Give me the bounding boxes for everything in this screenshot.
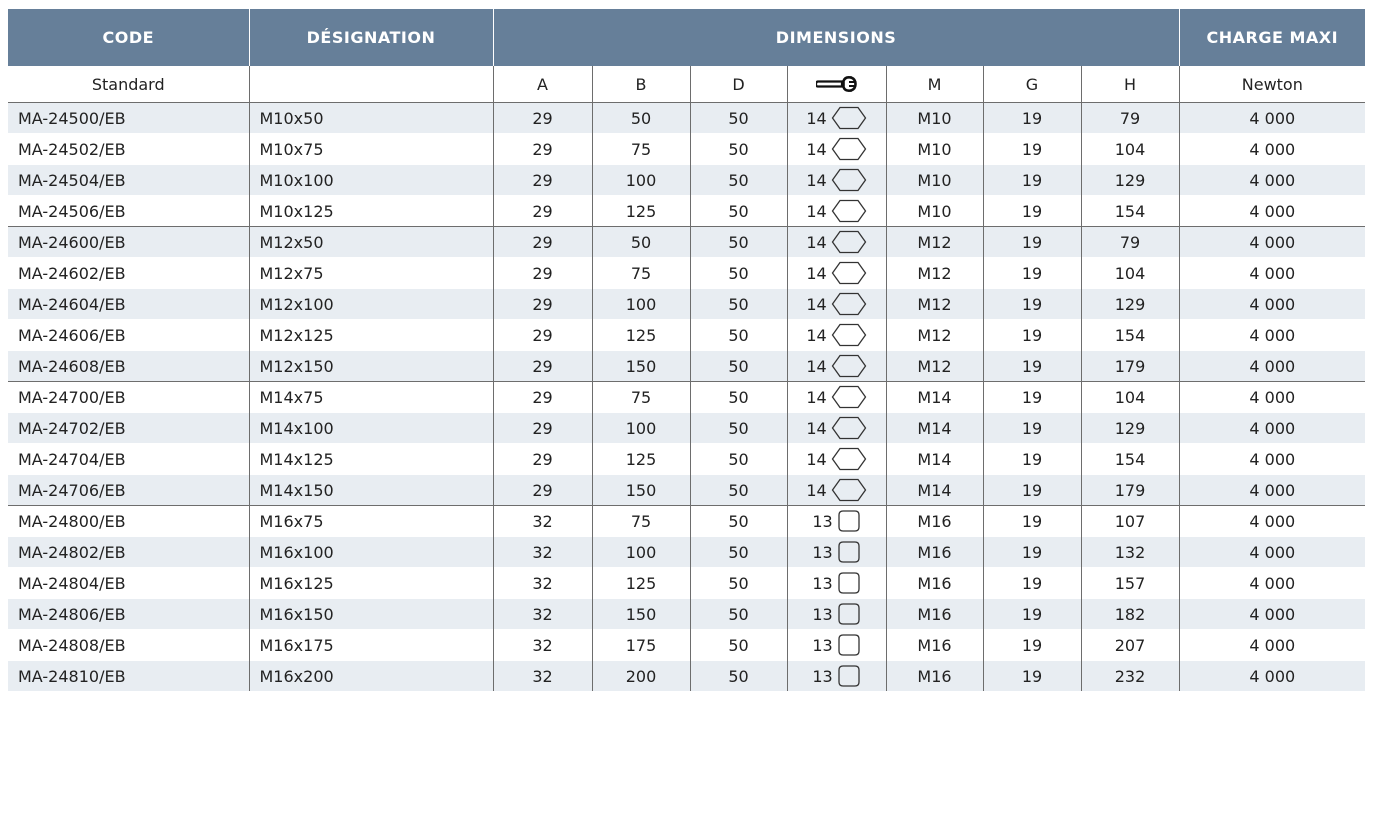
cell-g: 19 (983, 227, 1081, 258)
cell-designation: M10x100 (249, 165, 493, 196)
table-row (8, 103, 1365, 134)
cell-g: 19 (983, 506, 1081, 537)
cell-code: MA-24702/EB (8, 413, 249, 444)
cell-designation: M16x100 (249, 537, 493, 568)
key-size-value: 14 (806, 449, 827, 469)
cell-a: 29 (493, 289, 592, 320)
cell-h: 132 (1081, 537, 1179, 568)
cell-b: 150 (592, 599, 690, 630)
cell-b: 100 (592, 413, 690, 444)
key-size (812, 664, 860, 688)
cell-m: M14 (886, 382, 983, 413)
cell-key (787, 196, 886, 227)
key-size-value: 14 (806, 139, 827, 159)
table-body (8, 103, 1365, 692)
cell-b: 75 (592, 134, 690, 165)
cell-charge: 4 000 (1179, 165, 1365, 196)
cell-g: 19 (983, 568, 1081, 599)
subheader-h: H (1081, 66, 1179, 103)
cell-a: 29 (493, 196, 592, 227)
cell-designation: M12x125 (249, 320, 493, 351)
subheader-row (8, 66, 1365, 103)
cell-m: M12 (886, 289, 983, 320)
cell-code: MA-24602/EB (8, 258, 249, 289)
cell-key (787, 413, 886, 444)
key-size (806, 261, 866, 285)
cell-a: 32 (493, 537, 592, 568)
subheader-key (787, 66, 886, 103)
table-row (8, 320, 1365, 351)
cell-g: 19 (983, 382, 1081, 413)
cell-h: 104 (1081, 258, 1179, 289)
table-row (8, 537, 1365, 568)
table-row (8, 444, 1365, 475)
cell-m: M12 (886, 351, 983, 382)
cell-d: 50 (690, 351, 787, 382)
cell-g: 19 (983, 289, 1081, 320)
cell-designation: M14x125 (249, 444, 493, 475)
cell-charge: 4 000 (1179, 196, 1365, 227)
table-row (8, 134, 1365, 165)
key-size-value: 14 (806, 170, 827, 190)
cell-m: M10 (886, 134, 983, 165)
key-size-value: 13 (812, 635, 833, 655)
cell-h: 79 (1081, 227, 1179, 258)
cell-a: 29 (493, 444, 592, 475)
key-size-value: 13 (812, 511, 833, 531)
header-designation: DÉSIGNATION (249, 9, 493, 66)
cell-designation: M16x125 (249, 568, 493, 599)
cell-d: 50 (690, 444, 787, 475)
cell-a: 32 (493, 661, 592, 692)
key-size (812, 509, 860, 533)
cell-d: 50 (690, 413, 787, 444)
key-size (806, 199, 866, 223)
cell-h: 207 (1081, 630, 1179, 661)
subheader-a: A (493, 66, 592, 103)
hexagon-icon (831, 385, 867, 409)
rounded-square-icon (837, 602, 861, 626)
table-row (8, 165, 1365, 196)
cell-d: 50 (690, 506, 787, 537)
cell-key (787, 537, 886, 568)
table-row (8, 382, 1365, 413)
cell-designation: M16x175 (249, 630, 493, 661)
cell-designation: M14x75 (249, 382, 493, 413)
subheader-g: G (983, 66, 1081, 103)
cell-m: M12 (886, 320, 983, 351)
cell-g: 19 (983, 630, 1081, 661)
subheader-code: Standard (8, 66, 249, 103)
cell-m: M14 (886, 475, 983, 506)
cell-g: 19 (983, 134, 1081, 165)
hexagon-icon (831, 230, 867, 254)
cell-code: MA-24600/EB (8, 227, 249, 258)
cell-d: 50 (690, 320, 787, 351)
cell-designation: M16x200 (249, 661, 493, 692)
cell-d: 50 (690, 134, 787, 165)
cell-code: MA-24802/EB (8, 537, 249, 568)
cell-m: M16 (886, 537, 983, 568)
cell-designation: M10x50 (249, 103, 493, 134)
cell-b: 100 (592, 289, 690, 320)
cell-h: 232 (1081, 661, 1179, 692)
cell-key (787, 227, 886, 258)
cell-d: 50 (690, 165, 787, 196)
cell-designation: M10x125 (249, 196, 493, 227)
key-size (806, 137, 866, 161)
key-size (812, 540, 860, 564)
table-row (8, 196, 1365, 227)
cell-charge: 4 000 (1179, 382, 1365, 413)
hexagon-icon (831, 137, 867, 161)
cell-m: M16 (886, 599, 983, 630)
table-row (8, 413, 1365, 444)
cell-designation: M10x75 (249, 134, 493, 165)
header-row (8, 9, 1365, 66)
cell-m: M12 (886, 258, 983, 289)
cell-a: 32 (493, 630, 592, 661)
hexagon-icon (831, 354, 867, 378)
cell-b: 150 (592, 475, 690, 506)
cell-d: 50 (690, 196, 787, 227)
cell-designation: M12x50 (249, 227, 493, 258)
cell-g: 19 (983, 258, 1081, 289)
cell-m: M12 (886, 227, 983, 258)
header-charge: CHARGE MAXI (1179, 9, 1365, 66)
cell-g: 19 (983, 444, 1081, 475)
cell-a: 32 (493, 568, 592, 599)
table-row (8, 351, 1365, 382)
key-size (806, 168, 866, 192)
cell-code: MA-24810/EB (8, 661, 249, 692)
cell-code: MA-24808/EB (8, 630, 249, 661)
cell-g: 19 (983, 475, 1081, 506)
cell-m: M10 (886, 165, 983, 196)
cell-b: 100 (592, 537, 690, 568)
cell-code: MA-24700/EB (8, 382, 249, 413)
header-dimensions: DIMENSIONS (493, 9, 1179, 66)
cell-charge: 4 000 (1179, 537, 1365, 568)
cell-m: M10 (886, 103, 983, 134)
key-size (806, 230, 866, 254)
key-size (806, 106, 866, 130)
key-size-value: 14 (806, 387, 827, 407)
cell-d: 50 (690, 382, 787, 413)
header-code: CODE (8, 9, 249, 66)
cell-code: MA-24606/EB (8, 320, 249, 351)
cell-b: 100 (592, 165, 690, 196)
key-size-value: 14 (806, 325, 827, 345)
cell-g: 19 (983, 351, 1081, 382)
cell-a: 29 (493, 227, 592, 258)
key-size (806, 354, 866, 378)
cell-a: 32 (493, 599, 592, 630)
cell-h: 129 (1081, 289, 1179, 320)
table-row (8, 258, 1365, 289)
cell-code: MA-24500/EB (8, 103, 249, 134)
hexagon-icon (831, 261, 867, 285)
hexagon-icon (831, 478, 867, 502)
cell-code: MA-24604/EB (8, 289, 249, 320)
cell-charge: 4 000 (1179, 568, 1365, 599)
cell-g: 19 (983, 599, 1081, 630)
rounded-square-icon (837, 540, 861, 564)
key-size (806, 447, 866, 471)
key-size (806, 292, 866, 316)
cell-d: 50 (690, 103, 787, 134)
cell-a: 29 (493, 351, 592, 382)
key-size-value: 13 (812, 573, 833, 593)
key-size-value: 14 (806, 294, 827, 314)
key-size-value: 14 (806, 232, 827, 252)
cell-designation: M14x100 (249, 413, 493, 444)
rounded-square-icon (837, 509, 861, 533)
cell-charge: 4 000 (1179, 320, 1365, 351)
key-size-value: 13 (812, 666, 833, 686)
cell-g: 19 (983, 196, 1081, 227)
cell-code: MA-24506/EB (8, 196, 249, 227)
cell-a: 29 (493, 320, 592, 351)
cell-charge: 4 000 (1179, 506, 1365, 537)
cell-b: 75 (592, 506, 690, 537)
cell-g: 19 (983, 320, 1081, 351)
cell-h: 154 (1081, 196, 1179, 227)
cell-code: MA-24806/EB (8, 599, 249, 630)
cell-key (787, 568, 886, 599)
cell-h: 182 (1081, 599, 1179, 630)
cell-key (787, 165, 886, 196)
cell-key (787, 599, 886, 630)
cell-m: M10 (886, 196, 983, 227)
product-table (8, 9, 1365, 691)
cell-b: 125 (592, 568, 690, 599)
cell-m: M16 (886, 506, 983, 537)
cell-designation: M12x100 (249, 289, 493, 320)
cell-m: M14 (886, 413, 983, 444)
key-size-value: 14 (806, 108, 827, 128)
cell-b: 50 (592, 227, 690, 258)
rounded-square-icon (837, 633, 861, 657)
table-row (8, 475, 1365, 506)
cell-m: M16 (886, 630, 983, 661)
cell-h: 79 (1081, 103, 1179, 134)
cell-d: 50 (690, 568, 787, 599)
cell-code: MA-24608/EB (8, 351, 249, 382)
table-row (8, 289, 1365, 320)
subheader-d: D (690, 66, 787, 103)
table-row (8, 599, 1365, 630)
key-size (806, 478, 866, 502)
cell-m: M16 (886, 661, 983, 692)
cell-b: 75 (592, 258, 690, 289)
cell-key (787, 289, 886, 320)
cell-charge: 4 000 (1179, 103, 1365, 134)
cell-charge: 4 000 (1179, 444, 1365, 475)
cell-designation: M12x75 (249, 258, 493, 289)
cell-charge: 4 000 (1179, 413, 1365, 444)
cell-a: 29 (493, 382, 592, 413)
cell-a: 32 (493, 506, 592, 537)
cell-designation: M14x150 (249, 475, 493, 506)
cell-h: 104 (1081, 134, 1179, 165)
cell-b: 50 (592, 103, 690, 134)
cell-g: 19 (983, 537, 1081, 568)
wrench-icon (816, 74, 858, 94)
cell-h: 129 (1081, 413, 1179, 444)
cell-key (787, 475, 886, 506)
key-size (812, 571, 860, 595)
key-size (812, 602, 860, 626)
cell-charge: 4 000 (1179, 258, 1365, 289)
cell-b: 75 (592, 382, 690, 413)
cell-charge: 4 000 (1179, 134, 1365, 165)
table-row (8, 506, 1365, 537)
cell-g: 19 (983, 661, 1081, 692)
hexagon-icon (831, 323, 867, 347)
cell-code: MA-24706/EB (8, 475, 249, 506)
rounded-square-icon (837, 664, 861, 688)
cell-a: 29 (493, 165, 592, 196)
cell-b: 150 (592, 351, 690, 382)
cell-code: MA-24704/EB (8, 444, 249, 475)
hexagon-icon (831, 106, 867, 130)
hexagon-icon (831, 447, 867, 471)
cell-designation: M12x150 (249, 351, 493, 382)
cell-key (787, 103, 886, 134)
key-size-value: 14 (806, 356, 827, 376)
table-row (8, 630, 1365, 661)
cell-designation: M16x150 (249, 599, 493, 630)
subheader-b: B (592, 66, 690, 103)
cell-d: 50 (690, 661, 787, 692)
cell-b: 125 (592, 196, 690, 227)
cell-d: 50 (690, 599, 787, 630)
cell-charge: 4 000 (1179, 630, 1365, 661)
cell-key (787, 382, 886, 413)
cell-d: 50 (690, 289, 787, 320)
cell-h: 179 (1081, 475, 1179, 506)
key-size (812, 633, 860, 657)
subheader-charge: Newton (1179, 66, 1365, 103)
cell-key (787, 506, 886, 537)
cell-a: 29 (493, 103, 592, 134)
cell-g: 19 (983, 103, 1081, 134)
cell-charge: 4 000 (1179, 599, 1365, 630)
cell-key (787, 661, 886, 692)
cell-b: 125 (592, 320, 690, 351)
cell-m: M16 (886, 568, 983, 599)
cell-a: 29 (493, 258, 592, 289)
cell-key (787, 444, 886, 475)
hexagon-icon (831, 199, 867, 223)
cell-m: M14 (886, 444, 983, 475)
cell-code: MA-24502/EB (8, 134, 249, 165)
cell-designation: M16x75 (249, 506, 493, 537)
cell-h: 179 (1081, 351, 1179, 382)
cell-key (787, 134, 886, 165)
subheader-m: M (886, 66, 983, 103)
cell-d: 50 (690, 537, 787, 568)
cell-d: 50 (690, 630, 787, 661)
cell-h: 154 (1081, 320, 1179, 351)
cell-b: 125 (592, 444, 690, 475)
cell-key (787, 630, 886, 661)
cell-h: 157 (1081, 568, 1179, 599)
cell-key (787, 351, 886, 382)
key-size-value: 14 (806, 263, 827, 283)
cell-b: 200 (592, 661, 690, 692)
cell-code: MA-24800/EB (8, 506, 249, 537)
table-row (8, 661, 1365, 692)
cell-charge: 4 000 (1179, 351, 1365, 382)
hexagon-icon (831, 416, 867, 440)
cell-g: 19 (983, 165, 1081, 196)
cell-charge: 4 000 (1179, 661, 1365, 692)
cell-charge: 4 000 (1179, 475, 1365, 506)
cell-h: 129 (1081, 165, 1179, 196)
cell-h: 154 (1081, 444, 1179, 475)
key-size-value: 13 (812, 542, 833, 562)
cell-code: MA-24504/EB (8, 165, 249, 196)
cell-b: 175 (592, 630, 690, 661)
cell-d: 50 (690, 258, 787, 289)
cell-charge: 4 000 (1179, 289, 1365, 320)
cell-h: 104 (1081, 382, 1179, 413)
hexagon-icon (831, 168, 867, 192)
key-size-value: 13 (812, 604, 833, 624)
cell-g: 19 (983, 413, 1081, 444)
cell-h: 107 (1081, 506, 1179, 537)
key-size-value: 14 (806, 201, 827, 221)
key-size (806, 323, 866, 347)
table-row (8, 568, 1365, 599)
key-size-value: 14 (806, 418, 827, 438)
table-row (8, 227, 1365, 258)
key-size (806, 416, 866, 440)
cell-code: MA-24804/EB (8, 568, 249, 599)
hexagon-icon (831, 292, 867, 316)
cell-d: 50 (690, 227, 787, 258)
rounded-square-icon (837, 571, 861, 595)
cell-a: 29 (493, 413, 592, 444)
key-size-value: 14 (806, 480, 827, 500)
subheader-designation (249, 66, 493, 103)
cell-d: 50 (690, 475, 787, 506)
cell-charge: 4 000 (1179, 227, 1365, 258)
cell-a: 29 (493, 134, 592, 165)
key-size (806, 385, 866, 409)
cell-key (787, 258, 886, 289)
cell-a: 29 (493, 475, 592, 506)
cell-key (787, 320, 886, 351)
